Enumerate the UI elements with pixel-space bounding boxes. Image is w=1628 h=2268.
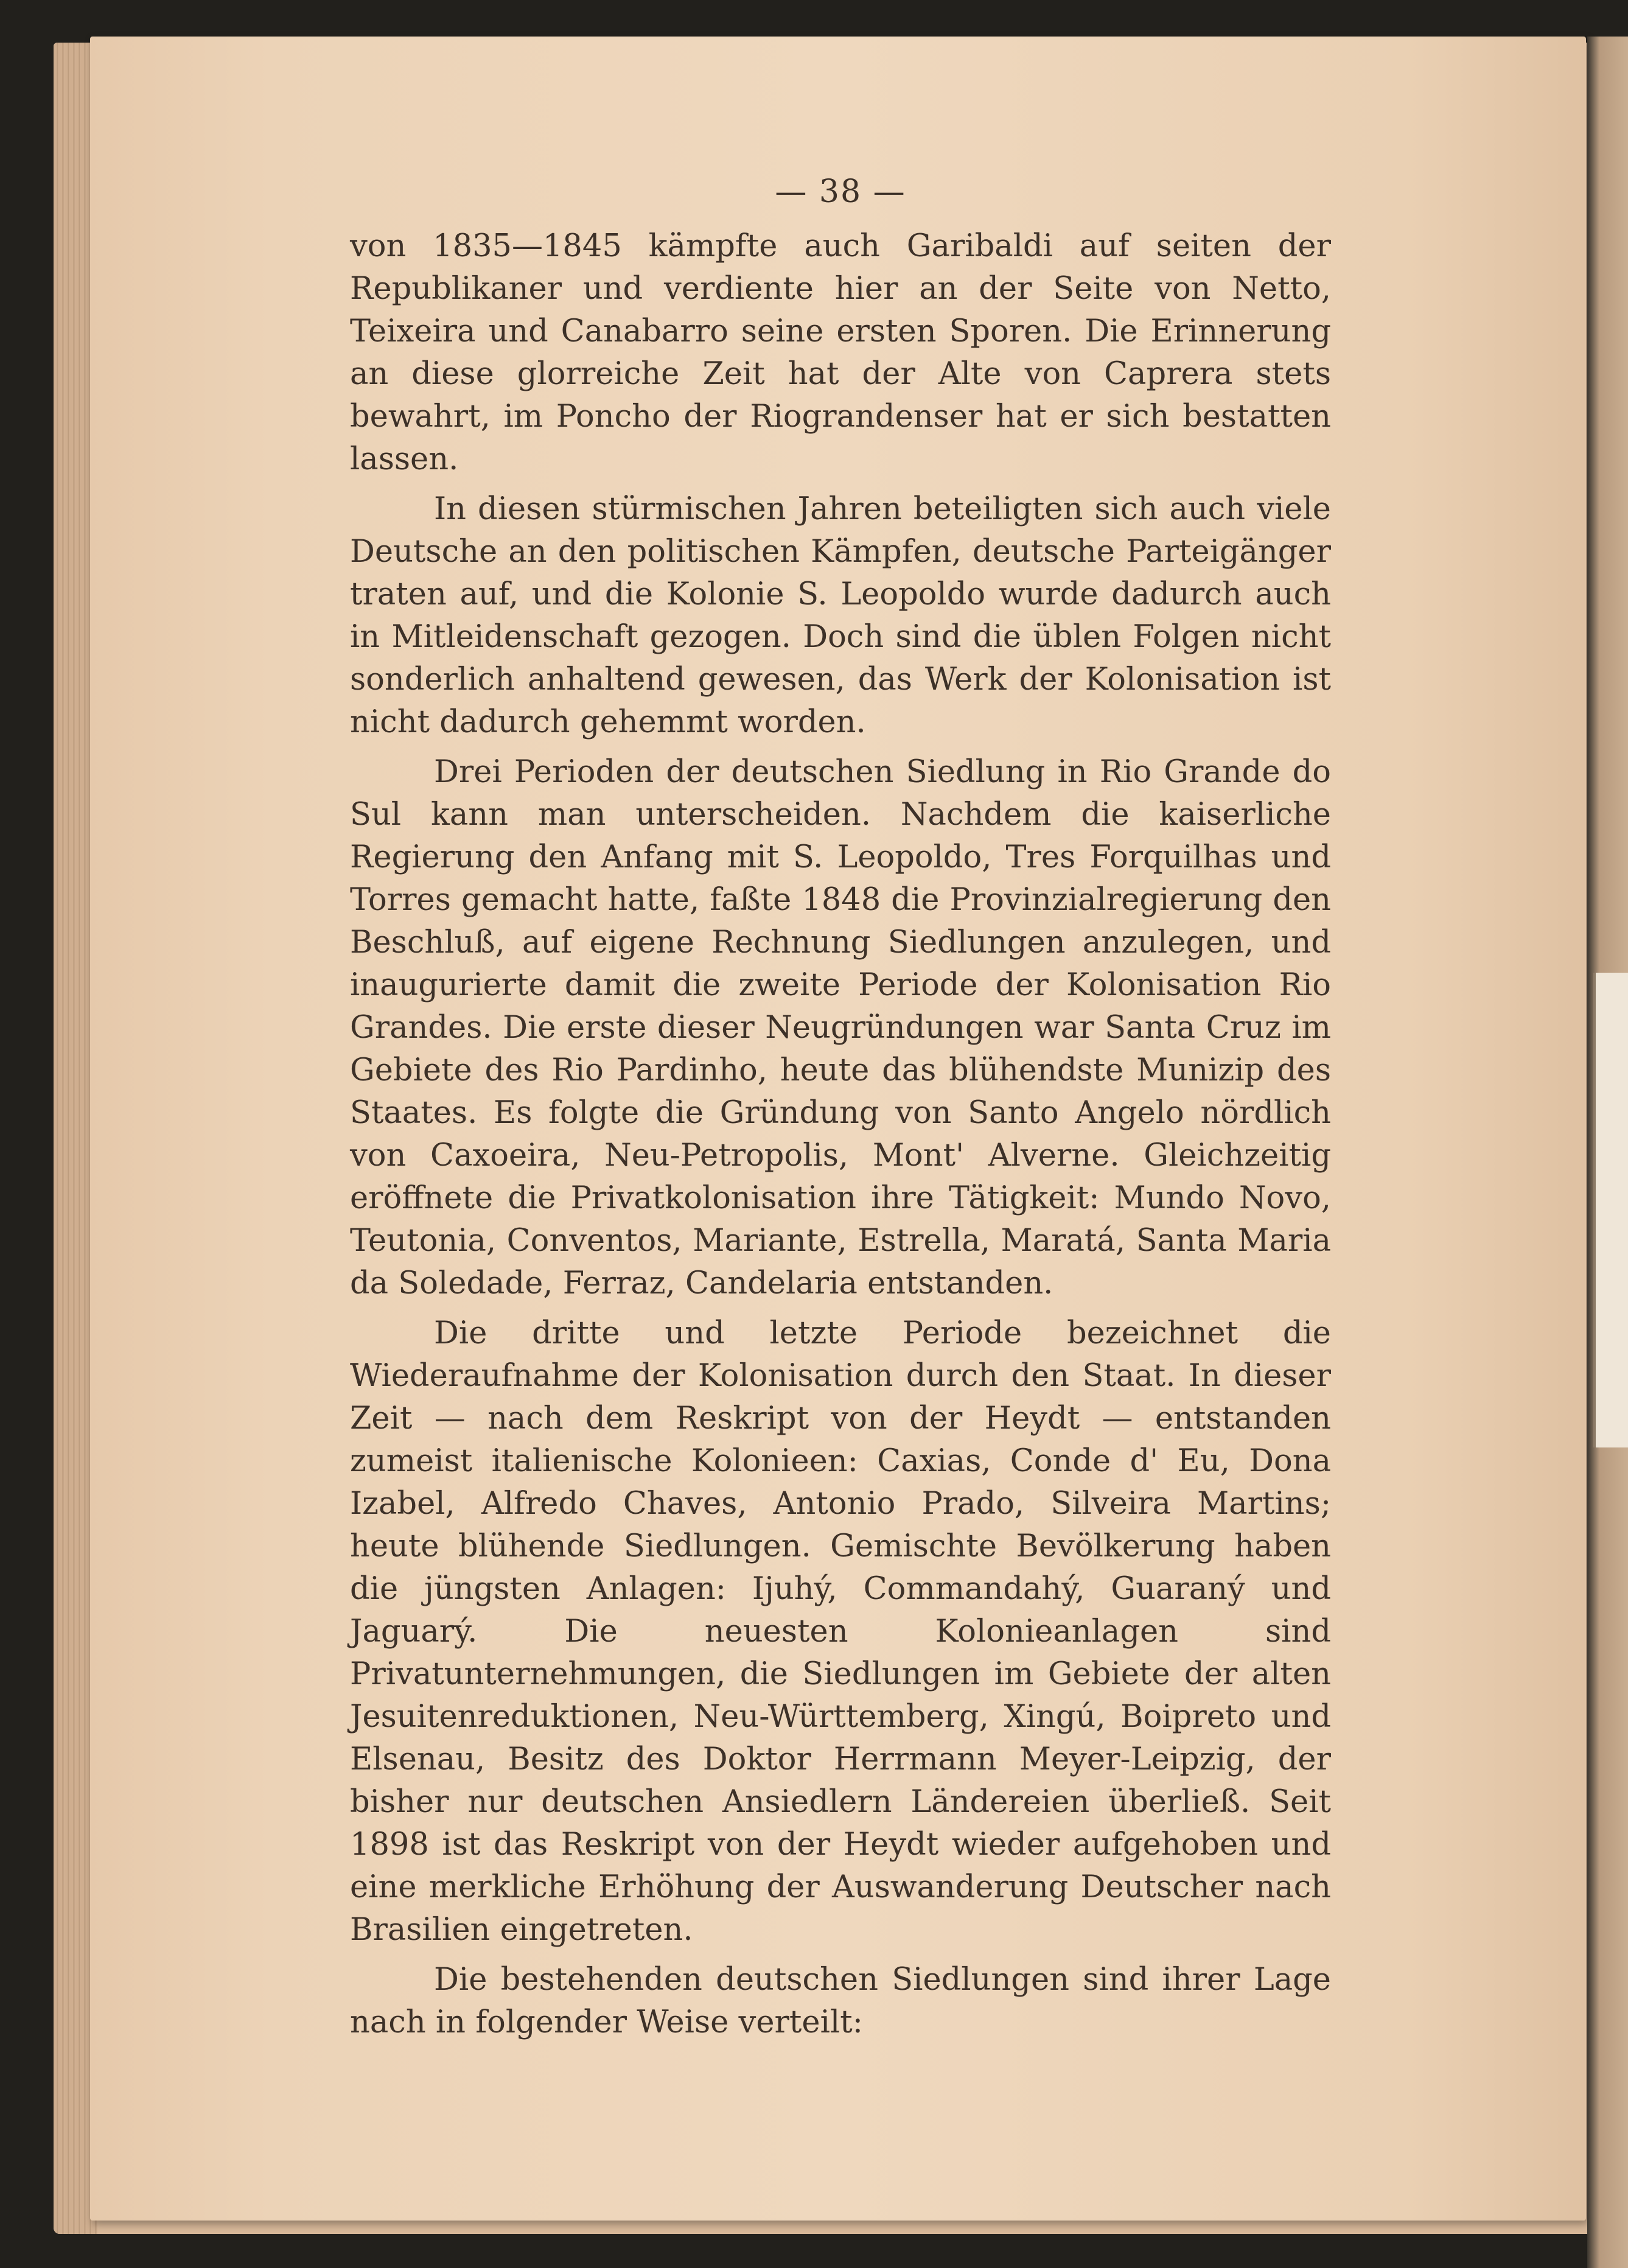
paragraph-2: In diesen stürmischen Jahren beteiligten sich auch viele Deutsche an den politischen Kämpfen, deutsche Parteigänger traten auf, und die Kolonie S. Leopoldo wurde dadurch auch in Mitleidenschaft gezogen. Doch sind die üblen Folgen nicht sonderlich anhaltend gewesen, das Werk der Kolonisation ist nicht dadurch gehemmt worden.	[350, 491, 1331, 740]
paragraph-3: Drei Perioden der deutschen Siedlung in Rio Grande do Sul kann man unterscheiden. Nachdem die kaiserliche Regierung den Anfang mit S. Leopoldo, Tres Forquilhas und Torres gemacht hatte, faßte 1848 die Provinzialregierung den Beschluß, auf eigene Rechnung Siedlungen anzulegen, und inaugurierte damit die zweite Periode der Kolonisation Rio Grandes. Die erste dieser Neugründungen war Santa Cruz im Gebiete des Rio Pardinho, heute das blühendste Munizip des Staates. Es folgte die Gründung von Santo Angelo nördlich von Caxoeira, Neu-Petropolis, Mont' Alverne. Gleichzeitig eröffnete die Privatkolonisation ihre Tätigkeit: Mundo Novo, Teutonia, Conventos, Mariante, Estrella, Maratá, Santa Maria da Soledade, Ferraz, Candelaria entstanden.	[350, 754, 1331, 1301]
page-number: — 38 —	[775, 173, 906, 210]
paper-tab-marker	[1593, 973, 1628, 1447]
paragraph-4: Die dritte und letzte Periode bezeichnet die Wiederaufnahme der Kolonisation durch den Staat. In dieser Zeit — nach dem Reskript von der Heydt — entstanden zumeist italienische Kolonieen: Caxias, Conde d' Eu, Dona Izabel, Alfredo Chaves, Antonio Prado, Silveira Martins; heute blühende Siedlungen. Gemischte Bevölkerung haben die jüngsten Anlagen: Ijuhý, Commandahý, Guaraný und Jaguarý. Die neuesten Kolonieanlagen sind Privatunternehmungen, die Siedlungen im Gebiete der alten Jesuitenreduktionen, Neu-Württemberg, Xingú, Boipreto und Elsenau, Besitz des Doktor Herrmann Meyer-Leipzig, der bisher nur deutschen Ansiedlern Ländereien überließ. Seit 1898 ist das Reskript von der Heydt wieder aufgehoben und eine merkliche Erhöhung der Auswanderung Deutscher nach Brasilien eingetreten.	[350, 1315, 1331, 1948]
paragraph-1: von 1835—1845 kämpfte auch Garibaldi auf seiten der Republikaner und verdiente hier an der Seite von Netto, Teixeira und Canabarro seine ersten Sporen. Die Erinnerung an diese glorreiche Zeit hat der Alte von Caprera stets bewahrt, im Poncho der Riograndenser hat er sich bestatten lassen.	[350, 228, 1331, 477]
page-text	[350, 170, 1331, 2051]
paragraph-5: Die bestehenden deutschen Siedlungen sind ihrer Lage nach in folgender Weise verteilt:	[350, 1962, 1331, 2040]
